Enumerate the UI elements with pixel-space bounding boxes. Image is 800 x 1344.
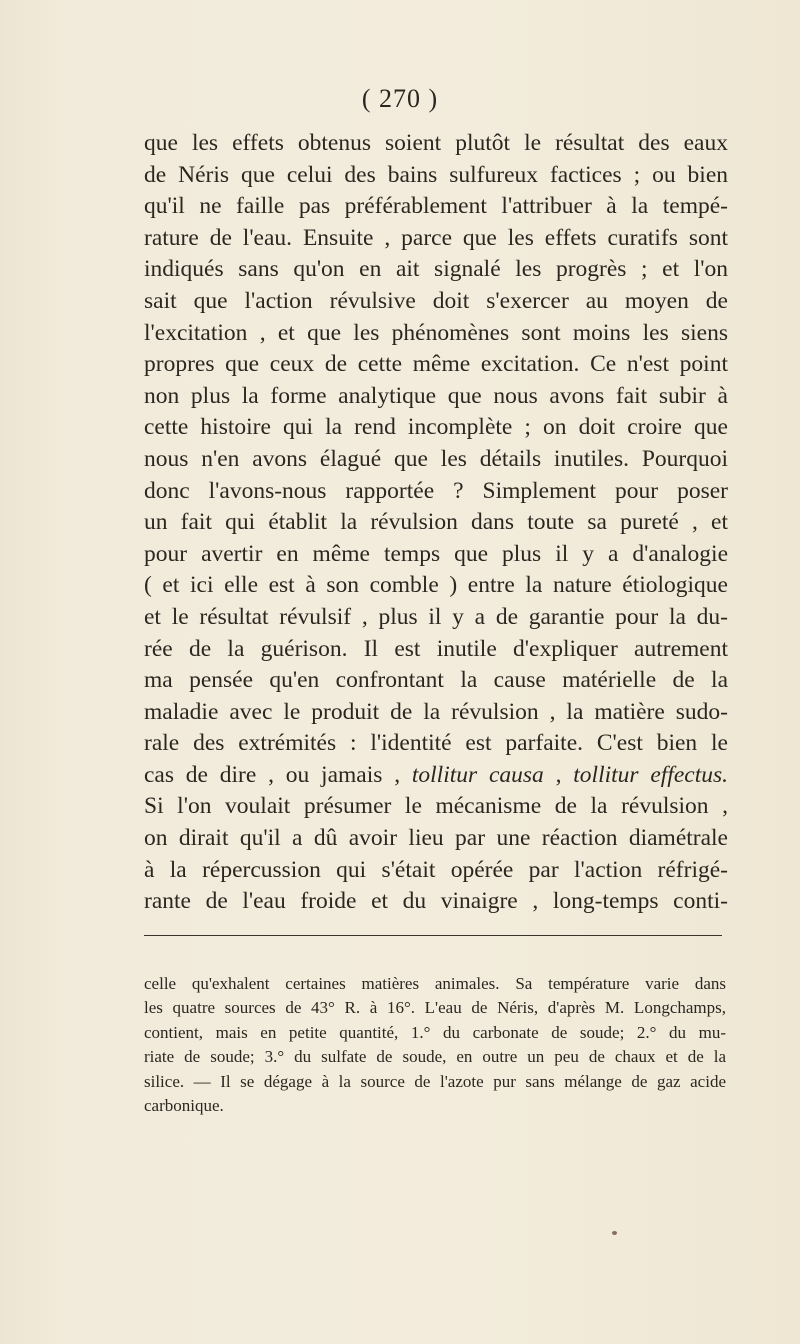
body-line: rature de l'eau. Ensuite , parce que les effets curatifs sont [144,224,728,251]
body-line: donc l'avons-nous rapportée ? Simplement pour poser [144,477,728,504]
latin-phrase-cause: tollitur causa [411,761,544,788]
body-line: que les effets obtenus soient plutôt le résultat des eaux [144,130,728,156]
body-line: sait que l'action révulsive doit s'exercer au moyen de [144,287,728,314]
page-number: ( 270 ) [361,84,439,113]
body-line: rale des extrémités : l'identité est parfaite. C'est bien le [144,730,728,757]
body-line: ma pensée qu'en confrontant la cause matérielle de la [144,667,728,694]
body-line: à la répercussion qui s'était opérée par l'action réfrigé- [144,856,728,883]
body-line: rée de la guérison. Il est inutile d'expliquer autrement [144,635,728,662]
footnote-line: riate de soude; 3.° du sulfate de soude, en outre un peu de chaux et de la [144,1047,726,1067]
body-line: un fait qui établit la révulsion dans toute sa pureté , et [144,509,728,536]
body-line: et le résultat révulsif , plus il y a de garantie pour la du- [144,603,728,630]
footnote-line: contient, mais en petite quantité, 1.° du carbonate de soude; 2.° du mu- [144,1022,726,1042]
body-line: pour avertir en même temps que plus il y a d'analogie [144,540,728,567]
body-line: nous n'en avons élagué que les détails inutiles. Pourquoi [144,445,728,472]
body-line: qu'il ne faille pas préférablement l'attribuer à la tempé- [144,193,728,220]
footnote-line: carbonique. [144,1095,224,1115]
footnote-line: les quatre sources de 43° R. à 16°. L'eau de Néris, d'après M. Longchamps, [144,998,726,1018]
latin-lead-text: cas de dire , ou jamais , [144,761,412,788]
footnote [144,972,726,1118]
body-line: Si l'on voulait présumer le mécanisme de la révulsion , [144,793,728,820]
footnote-line: silice. — Il se dégage à la source de l'azote pur sans mélange de gaz acide [144,1071,726,1091]
latin-separator: , [543,761,574,788]
body-line: rante de l'eau froide et du vinaigre , long-temps conti- [144,888,728,915]
body-line: propres que ceux de cette même excitation. Ce n'est point [144,351,728,378]
body-line: l'excitation , et que les phénomènes sont moins les siens [144,319,728,346]
body-line: de Néris que celui des bains sulfureux factices ; ou bien [144,161,728,188]
body-line: cette histoire qui la rend incomplète ; on doit croire que [144,414,728,441]
body-line: ( et ici elle est à son comble ) entre la nature étiologique [144,572,728,599]
body-line: maladie avec le produit de la révulsion , la matière sudo- [144,698,728,725]
body-line: non plus la forme analytique que nous avons fait subir à [144,382,728,409]
latin-phrase-effect: tollitur effectus. [573,761,728,788]
footnote-line: celle qu'exhalent certaines matières animales. Sa température varie dans [144,974,726,993]
body-line: on dirait qu'il a dû avoir lieu par une réaction diamétrale [144,825,728,852]
body-line-latin [144,760,728,792]
footnote-divider [144,935,722,936]
body-line: indiqués sans qu'on en ait signalé les progrès ; et l'on [144,256,728,283]
body-text [144,128,728,918]
paper-speck [612,1231,617,1235]
